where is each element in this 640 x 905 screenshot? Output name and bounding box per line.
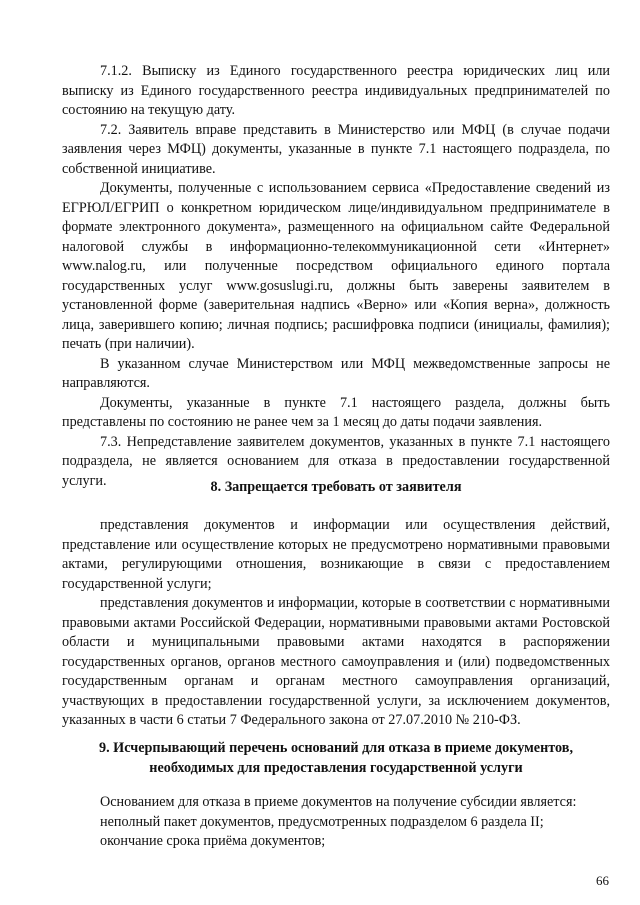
- section-9-heading-line-1: 9. Исчерпывающий перечень оснований для отказа в приеме документов,: [98, 740, 573, 756]
- section-9-item-2: неполный пакет документов, предусмотренных подразделом 6 раздела II;: [100, 813, 544, 830]
- section-9-heading-line-2: необходимых для предоставления государственной услуги: [149, 759, 523, 776]
- paragraph-interagency-requests: В указанном случае Министерством или МФЦ межведомственные запросы не направляются.: [62, 355, 610, 391]
- section-7-continuation: [62, 62, 610, 491]
- section-9-heading: [62, 739, 610, 778]
- paragraph-7-1-2: 7.1.2. Выписку из Единого государственного реестра юридических лиц или выписку из Единого государственного реестра индивидуальных предпринимателей по состоянию на текущую дату.: [62, 63, 610, 118]
- section-8-paragraph-1: представления документов и информации или осуществления действий, представление или осуществление которых не предусмотрено нормативными правовыми актами, регулирующими отношения, возникающие в связи с предоставлением государственной услуги;: [62, 517, 610, 592]
- paragraph-docs-date: Документы, указанные в пункте 7.1 настоящего раздела, должны быть представлены по состоянию не ранее чем за 1 месяц до даты подачи заявления.: [62, 394, 610, 430]
- paragraph-docs-service: Документы, полученные с использованием сервиса «Предоставление сведений из ЕГРЮЛ/ЕГРИП о конкретном юридическом лице/индивидуальном предпринимателе в формате электронного документа», размещенного на официальном сайте Федеральной налоговой службы в информационно-телекоммуникационной сети «Интернет» www.nalog.ru, или полученные посредством официального единого портала государственных услуг www.gosuslugi.ru, должны быть заверены заявителем в установленной форме (заверительная надпись «Верно» или «Копия верна», должность лица, заверившего копию; личная подпись; расшифровка подписи (инициалы, фамилия); печать (при наличии).: [62, 180, 610, 352]
- section-9-item-3: окончание срока приёма документов;: [100, 833, 326, 849]
- section-9-body: [62, 793, 610, 852]
- section-8-heading: 8. Запрещается требовать от заявителя: [210, 479, 462, 495]
- page-number: 66: [596, 873, 609, 888]
- section-9-item-1: Основанием для отказа в приеме документов на получение субсидии является:: [100, 794, 577, 810]
- section-8: [62, 478, 610, 498]
- paragraph-7-2: 7.2. Заявитель вправе представить в Министерство или МФЦ (в случае подачи заявления через МФЦ) документы, указанные в пункте 7.1 настоящего подраздела, по собственной инициативе.: [62, 121, 610, 177]
- paragraph-7-3: 7.3. Непредставление заявителем документов, указанных в пункте 7.1 настоящего подраздела, не является основанием для отказа в предоставлении государственной услуги.: [62, 433, 610, 489]
- section-8-paragraph-2: представления документов и информации, которые в соответствии с нормативными правовыми актами Российской Федерации, нормативными правовыми актами Ростовской области и муниципальными правовыми актами находятся в распоряжении государственных органов, органов местного самоуправления и (или) подведомственных государственным органам и органам местного самоуправления организаций, участвующих в предоставлении государственной услуги, за исключением документов, указанных в части 6 статьи 7 Федерального закона от 27.07.2010 № 210-ФЗ.: [62, 595, 610, 728]
- section-8-body: [62, 516, 610, 731]
